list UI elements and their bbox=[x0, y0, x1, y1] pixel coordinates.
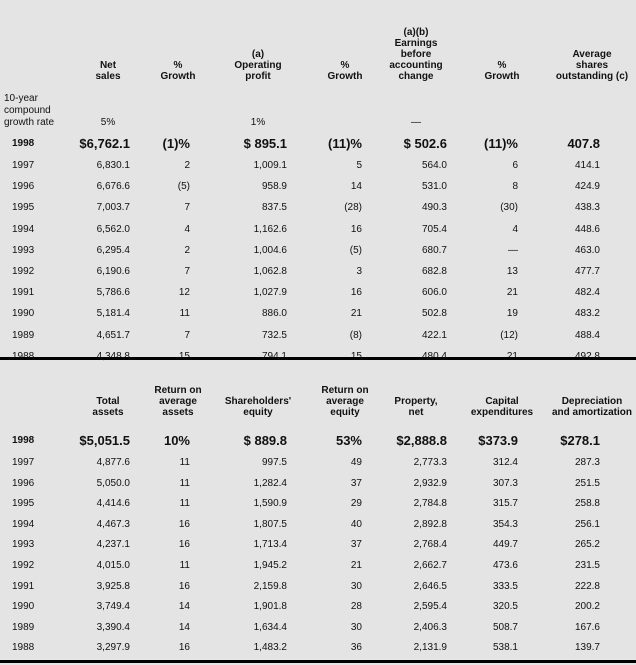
table-cell: 1,009.1 bbox=[253, 160, 287, 171]
table-cell: 307.3 bbox=[492, 477, 518, 489]
table-cell: $278.1 bbox=[560, 433, 600, 448]
table-cell: 333.5 bbox=[492, 580, 518, 592]
table-cell: 139.7 bbox=[574, 642, 600, 654]
table-cell: 488.4 bbox=[574, 329, 600, 341]
table-cell: (11)% bbox=[484, 136, 518, 151]
table-cell: 502.8 bbox=[421, 308, 447, 320]
table-cell: 40 bbox=[350, 518, 362, 530]
table-cell: 2,768.4 bbox=[413, 539, 447, 551]
row-year: 1993 bbox=[12, 539, 35, 551]
table-cell: 2,646.5 bbox=[413, 580, 447, 592]
table-cell: 16 bbox=[350, 287, 362, 299]
table-cell: 16 bbox=[350, 223, 362, 235]
table-cell: 6,562.0 bbox=[96, 223, 130, 235]
table-cell: 680.7 bbox=[421, 244, 447, 256]
table-cell: 6,295.4 bbox=[96, 244, 130, 256]
table-cell: 1,807.5 bbox=[253, 518, 287, 530]
table-cell: 414.1 bbox=[574, 160, 600, 171]
table-cell: 2,892.8 bbox=[413, 518, 447, 530]
column-header: Shareholders' equity bbox=[224, 396, 292, 418]
table-cell: 4,651.7 bbox=[96, 329, 130, 341]
table-cell: 2,784.8 bbox=[413, 498, 447, 510]
column-header: (a)(b) Earnings before accounting change bbox=[389, 27, 443, 82]
table-cell: 222.8 bbox=[574, 580, 600, 592]
table-cell: 2,595.4 bbox=[413, 601, 447, 613]
compound-growth-value: — bbox=[411, 117, 421, 128]
row-year: 1998 bbox=[12, 138, 35, 149]
table-cell: (8) bbox=[349, 329, 362, 341]
table-cell: 606.0 bbox=[421, 287, 447, 299]
row-year: 1998 bbox=[12, 435, 35, 446]
table-cell: 231.5 bbox=[574, 560, 600, 571]
table-cell: 508.7 bbox=[492, 621, 518, 633]
table-cell: 11 bbox=[179, 560, 190, 571]
table-cell: 4 bbox=[184, 223, 190, 235]
table-cell: 490.3 bbox=[421, 202, 447, 214]
column-header: Property, net bbox=[394, 396, 438, 418]
column-header: (a) Operating profit bbox=[234, 49, 282, 82]
table-cell: 36 bbox=[350, 642, 362, 654]
table-cell: 19 bbox=[506, 308, 518, 320]
table-cell: 30 bbox=[350, 621, 362, 633]
table-cell: 29 bbox=[350, 498, 362, 510]
row-year: 1991 bbox=[12, 287, 35, 299]
table-cell: 4,414.6 bbox=[96, 498, 130, 510]
table-cell: 3,925.8 bbox=[96, 580, 130, 592]
table-cell: (30) bbox=[500, 202, 518, 214]
row-year: 1994 bbox=[12, 518, 35, 530]
table-cell: 473.6 bbox=[492, 560, 518, 571]
table-cell: 538.1 bbox=[492, 642, 518, 654]
table-cell: 1,901.8 bbox=[253, 601, 287, 613]
compound-growth-label: 10-year compound growth rate bbox=[4, 93, 55, 128]
table-cell: 2,131.9 bbox=[413, 642, 447, 654]
table-cell: 28 bbox=[350, 601, 362, 613]
table-cell: 448.6 bbox=[574, 223, 600, 235]
table-cell: 1,945.2 bbox=[253, 560, 287, 571]
table-cell: — bbox=[508, 244, 518, 256]
table-cell: 6,830.1 bbox=[96, 160, 130, 171]
table-cell: $6,762.1 bbox=[79, 136, 130, 151]
table-cell: 21 bbox=[506, 287, 518, 299]
table-cell: 11 bbox=[179, 457, 190, 468]
table-cell: 1,282.4 bbox=[253, 477, 287, 489]
row-year: 1993 bbox=[12, 244, 35, 256]
table-cell: 531.0 bbox=[421, 181, 447, 193]
row-year: 1996 bbox=[12, 181, 35, 193]
table-cell: 837.5 bbox=[261, 202, 287, 214]
table-cell: 6 bbox=[512, 160, 518, 171]
table-cell: 30 bbox=[350, 580, 362, 592]
table-cell: (1)% bbox=[162, 136, 190, 151]
column-header: Net sales bbox=[95, 60, 121, 82]
table-cell: 16 bbox=[178, 518, 190, 530]
compound-growth-value: 1% bbox=[250, 117, 266, 128]
row-year: 1992 bbox=[12, 560, 35, 571]
table-cell: 14 bbox=[178, 601, 190, 613]
table-cell: 422.1 bbox=[421, 329, 447, 341]
table-cell: 4 bbox=[512, 223, 518, 235]
table-cell: 200.2 bbox=[574, 601, 600, 613]
table-cell: 1,483.2 bbox=[253, 642, 287, 654]
table-cell: 4,877.6 bbox=[96, 457, 130, 468]
table-cell: 16 bbox=[178, 642, 190, 654]
table-cell: (5) bbox=[177, 181, 190, 193]
row-year: 1989 bbox=[12, 329, 35, 341]
table-cell: 682.8 bbox=[421, 266, 447, 277]
table-cell: $ 889.8 bbox=[243, 433, 287, 448]
table-cell: 16 bbox=[178, 539, 190, 551]
table-cell: 463.0 bbox=[574, 244, 600, 256]
table-cell: 287.3 bbox=[574, 457, 600, 468]
table-cell: 258.8 bbox=[574, 498, 600, 510]
table-cell: 21 bbox=[350, 560, 362, 571]
row-year: 1994 bbox=[12, 223, 35, 235]
table-cell: $ 895.1 bbox=[243, 136, 287, 151]
table-cell: 167.6 bbox=[574, 621, 600, 633]
table-cell: 10% bbox=[163, 433, 190, 448]
column-header: % Growth bbox=[327, 60, 363, 82]
table-cell: 2,662.7 bbox=[413, 560, 447, 571]
table-cell: 564.0 bbox=[421, 160, 447, 171]
table-cell: 2,932.9 bbox=[413, 477, 447, 489]
table-cell: 3,390.4 bbox=[96, 621, 130, 633]
column-header: Depreciation and amortization bbox=[551, 396, 632, 418]
table-cell: 14 bbox=[350, 181, 362, 193]
table-cell: (11)% bbox=[328, 136, 362, 151]
table-cell: 11 bbox=[179, 498, 190, 510]
table-cell: 16 bbox=[178, 580, 190, 592]
table-cell: 424.9 bbox=[574, 181, 600, 193]
row-year: 1996 bbox=[12, 477, 35, 489]
table-cell: 2 bbox=[184, 244, 190, 256]
row-year: 1989 bbox=[12, 621, 35, 633]
row-year: 1988 bbox=[12, 642, 35, 654]
table-cell: 251.5 bbox=[574, 477, 600, 489]
table-cell: 482.4 bbox=[574, 287, 600, 299]
table-cell: 315.7 bbox=[492, 498, 518, 510]
table-cell: 449.7 bbox=[492, 539, 518, 551]
table-cell: 7 bbox=[184, 266, 190, 277]
table-cell: 320.5 bbox=[492, 601, 518, 613]
table-cell: 265.2 bbox=[574, 539, 600, 551]
table-cell: 3 bbox=[356, 266, 362, 277]
table-cell: 1,062.8 bbox=[253, 266, 287, 277]
table-cell: 732.5 bbox=[261, 329, 287, 341]
table-cell: 4,467.3 bbox=[96, 518, 130, 530]
table-cell: $373.9 bbox=[478, 433, 518, 448]
column-header: Average shares outstanding (c) bbox=[555, 49, 629, 82]
section-divider bbox=[0, 357, 636, 360]
column-header: % Growth bbox=[160, 60, 196, 82]
table-cell: 1,162.6 bbox=[253, 223, 287, 235]
table-cell: 354.3 bbox=[492, 518, 518, 530]
table-cell: 5,181.4 bbox=[96, 308, 130, 320]
table-cell: $2,888.8 bbox=[396, 433, 447, 448]
table-cell: 6,676.6 bbox=[96, 181, 130, 193]
row-year: 1990 bbox=[12, 601, 35, 613]
table-cell: 958.9 bbox=[261, 181, 287, 193]
table-cell: 7 bbox=[184, 329, 190, 341]
table-cell: 407.8 bbox=[567, 136, 600, 151]
table-cell: 11 bbox=[179, 477, 190, 489]
table-cell: (5) bbox=[349, 244, 362, 256]
row-year: 1995 bbox=[12, 498, 35, 510]
table-cell: 1,027.9 bbox=[253, 287, 287, 299]
table-cell: 5,050.0 bbox=[96, 477, 130, 489]
bottom-divider bbox=[0, 660, 636, 663]
row-year: 1991 bbox=[12, 580, 35, 592]
table-cell: $5,051.5 bbox=[79, 433, 130, 448]
table-cell: 4,015.0 bbox=[96, 560, 130, 571]
table-cell: (28) bbox=[344, 202, 362, 214]
table-cell: (12) bbox=[500, 329, 518, 341]
row-year: 1997 bbox=[12, 160, 35, 171]
table-cell: 1,713.4 bbox=[253, 539, 287, 551]
table-cell: 13 bbox=[506, 266, 518, 277]
table-cell: 53% bbox=[335, 433, 362, 448]
table-cell: 2,159.8 bbox=[253, 580, 287, 592]
table-cell: 4,237.1 bbox=[96, 539, 130, 551]
table-cell: $ 502.6 bbox=[403, 136, 447, 151]
table-cell: 1,634.4 bbox=[253, 621, 287, 633]
table-cell: 5,786.6 bbox=[96, 287, 130, 299]
row-year: 1995 bbox=[12, 202, 35, 214]
table-cell: 37 bbox=[350, 477, 362, 489]
table-cell: 5 bbox=[356, 160, 362, 171]
table-cell: 886.0 bbox=[261, 308, 287, 320]
table-cell: 997.5 bbox=[261, 457, 287, 468]
table-cell: 1,590.9 bbox=[253, 498, 287, 510]
table-cell: 8 bbox=[512, 181, 518, 193]
table-cell: 7 bbox=[184, 202, 190, 214]
table-cell: 1,004.6 bbox=[253, 244, 287, 256]
column-header: Return on average equity bbox=[321, 385, 369, 418]
table-cell: 2,406.3 bbox=[413, 621, 447, 633]
table-cell: 14 bbox=[178, 621, 190, 633]
compound-growth-value: 5% bbox=[100, 117, 116, 128]
table-cell: 37 bbox=[350, 539, 362, 551]
column-header: Total assets bbox=[92, 396, 124, 418]
row-year: 1990 bbox=[12, 308, 35, 320]
table-cell: 477.7 bbox=[574, 266, 600, 277]
table-cell: 49 bbox=[350, 457, 362, 468]
table-cell: 2 bbox=[184, 160, 190, 171]
row-year: 1997 bbox=[12, 457, 35, 468]
column-header: Capital expenditures bbox=[470, 396, 534, 418]
table-cell: 2,773.3 bbox=[413, 457, 447, 468]
table-cell: 312.4 bbox=[492, 457, 518, 468]
table-cell: 483.2 bbox=[574, 308, 600, 320]
column-header: Return on average assets bbox=[154, 385, 202, 418]
column-header: % Growth bbox=[484, 60, 520, 82]
table-cell: 438.3 bbox=[574, 202, 600, 214]
table-cell: 11 bbox=[179, 308, 190, 320]
table-cell: 3,297.9 bbox=[96, 642, 130, 654]
table-cell: 3,749.4 bbox=[96, 601, 130, 613]
table-cell: 21 bbox=[350, 308, 362, 320]
table-cell: 6,190.6 bbox=[96, 266, 130, 277]
table-cell: 12 bbox=[178, 287, 190, 299]
financial-summary-table-bottom bbox=[0, 362, 636, 662]
row-year: 1992 bbox=[12, 266, 35, 277]
table-cell: 256.1 bbox=[574, 518, 600, 530]
table-cell: 705.4 bbox=[421, 223, 447, 235]
table-cell: 7,003.7 bbox=[96, 202, 130, 214]
